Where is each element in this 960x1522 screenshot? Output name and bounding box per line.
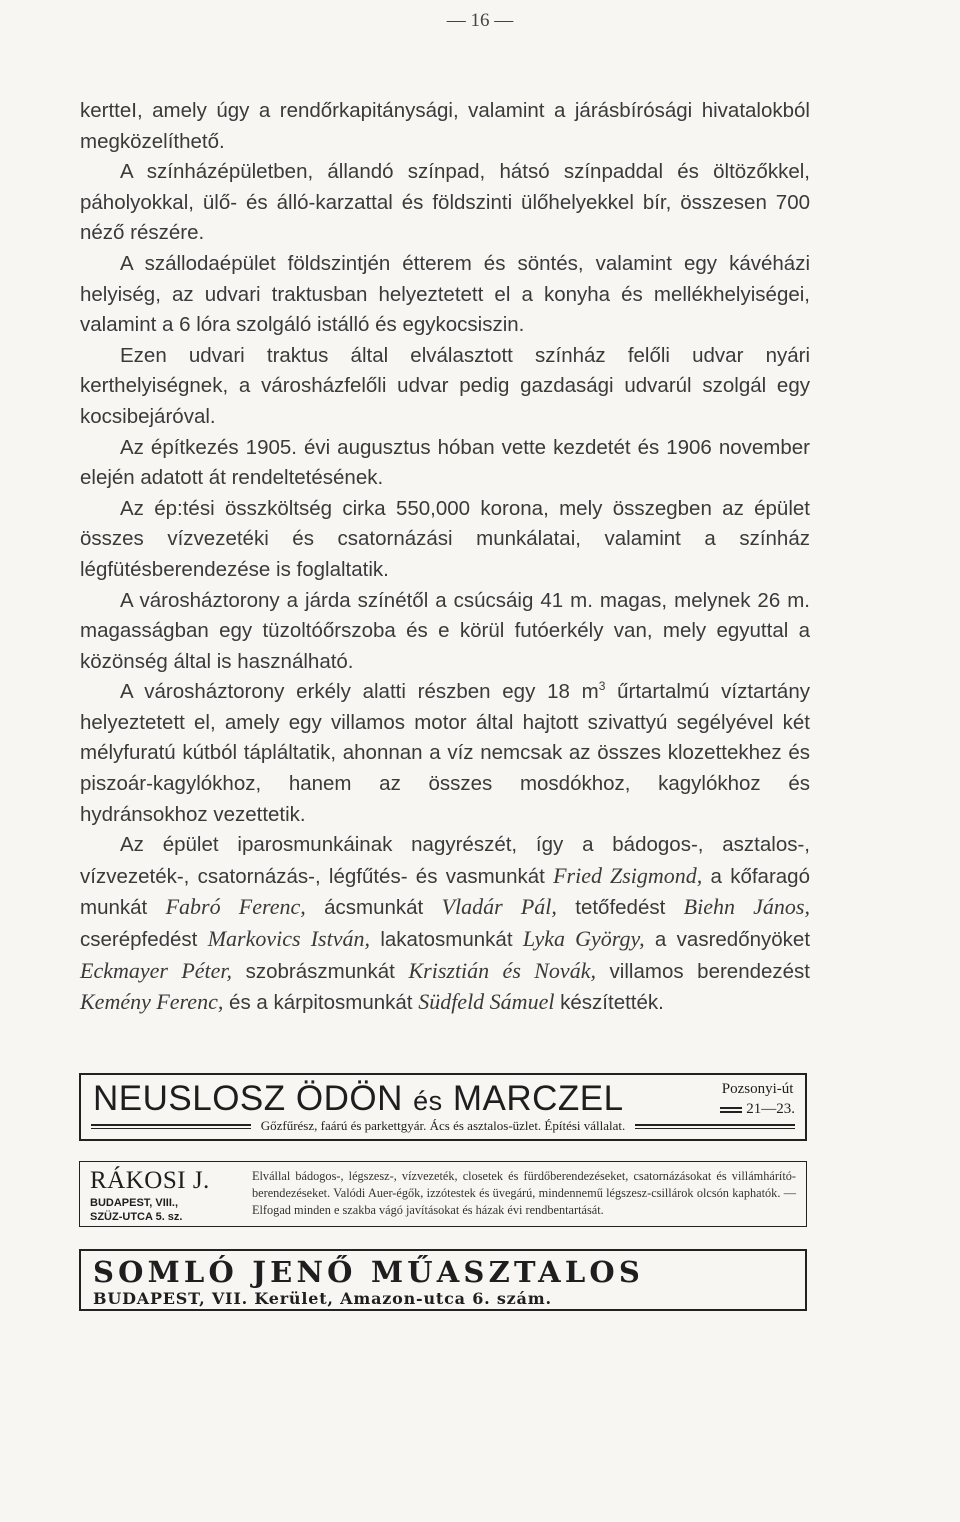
address-street: Pozsonyi-út <box>721 1081 794 1097</box>
divider <box>635 1124 795 1129</box>
title-part: MARCZEL <box>442 1079 624 1118</box>
contractor-name: Vladár Pál, <box>441 894 557 920</box>
text-run: és a kárpitosmunkát <box>223 991 419 1015</box>
ad-somlo-address: BUDAPEST, VII. Kerület, Amazon-utca 6. szám. <box>93 1289 552 1308</box>
paragraph-2: A színházépületben, állandó színpad, hátsó színpaddal és öltözőkkel, páholyokkal, ülő- és álló-karzattal és földszinti ülőhelyekkel bír, összesen 700 néző részére. <box>80 160 810 245</box>
ad-rakosi-city: BUDAPEST, VIII., <box>90 1197 179 1209</box>
ad-rakosi-name: RÁKOSI J. <box>90 1167 210 1194</box>
subtitle-text: Gőzfűrész, faárú és parkettgyár. Ács és asztalos-üzlet. Építési vállalat. <box>260 1118 626 1133</box>
paragraph-6: Az ép:tési összköltség cirka 550,000 korona, mely összegben az épület összes vízvezetéki és csatornázási munkálatai, valamint a színház légfütésberendezése is foglaltatik. <box>80 496 810 581</box>
divider <box>91 1124 251 1129</box>
contractor-name: Fabró Ferenc, <box>165 894 306 920</box>
ad-neuslosz-address <box>720 1079 795 1119</box>
contractor-name: Krisztián és Novák, <box>408 957 596 983</box>
paragraph-9 <box>80 830 810 1019</box>
body-text <box>80 96 810 1019</box>
text-run: cserépfedést <box>80 928 208 952</box>
ad-neuslosz-title <box>93 1079 624 1119</box>
paragraph-5: Az építkezés 1905. évi augusztus hóban vette kezdetét és 1906 november elején adatott át rendeltetésének. <box>80 435 810 490</box>
text-run: Az épület iparosmunkáinak nagyrészét, így a bádogos-, asztalos-, vízvezeték-, csatornázás-, légfűtés- és vasmunkát <box>80 833 810 888</box>
ad-rakosi <box>79 1161 807 1227</box>
text-run: tetőfedést <box>556 896 684 920</box>
title-part: és <box>413 1086 443 1116</box>
ad-somlo-title: SOMLÓ JENŐ MŰASZTALOS <box>93 1255 645 1289</box>
ad-somlo <box>79 1249 807 1311</box>
paragraph-8-part-a: A városháztorony erkély alatti részben egy 18 m <box>120 680 599 704</box>
contractor-name: Kemény Ferenc, <box>80 989 224 1015</box>
text-run: a kőfaragó munkát <box>80 864 810 920</box>
text-run: lakatosmunkát <box>370 928 523 952</box>
double-rule-icon <box>720 1107 742 1113</box>
contractor-name: Lyka György, <box>522 926 645 952</box>
paragraph-1: kertteI, amely úgy a rendőrkapitánysági, valamint a járásbírósági hivatalokból megközelíthető. <box>80 99 810 153</box>
ad-rakosi-text: Elvállal bádogos-, légszesz-, vízvezeték, closetek és fürdőberendezéseket, csatornázásokat és villámhárító-berendezéseket. Valódi Auer-égők, izzótestek és üvegárú, mindennemű légszesz-csillárok olcsón kaphatók. — Elfogad minden e szakba vágó javításokat és házak évi rendbentartását. <box>252 1169 796 1217</box>
contractor-name: Eckmayer Péter, <box>80 957 233 983</box>
contractor-name: Südfeld Sámuel <box>418 989 555 1015</box>
address-number-row <box>720 1099 795 1119</box>
text-run: ácsmunkát <box>305 896 442 920</box>
contractor-name: Fried Zsigmond, <box>553 862 703 888</box>
text-run: készítették. <box>554 991 664 1015</box>
text-run: szobrászmunkát <box>232 959 409 983</box>
paragraph-4: Ezen udvari traktus által elválasztott színház felőli udvar nyári kerthelyiségnek, a városházfelőli udvar pedig gazdasági udvarúl szolgál egy kocsibejáróval. <box>80 343 810 428</box>
cubic-superscript: 3 <box>598 679 606 694</box>
contractor-name: Markovics István, <box>207 926 370 952</box>
text-run: a vasredőnyöket <box>644 928 811 952</box>
contractor-name: Biehn János, <box>683 894 810 920</box>
text-run: villamos berendezést <box>595 959 811 983</box>
paragraph-3: A szállodaépület földszintjén étterem és söntés, valamint egy kávéházi helyiség, az udvari traktusban helyeztetett el a konyha és mellékhelyiségei, valamint a 6 lóra szolgáló istálló és egykocsiszin. <box>80 251 810 337</box>
paragraph-7: A városháztorony a járda színétől a csúcsáig 41 m. magas, melynek 26 m. magasságban egy tüzoltóőrszoba és e körül futóerkély van, mely egyuttal a közönség által is használható. <box>80 588 810 673</box>
title-part: NEUSLOSZ ÖDÖN <box>93 1079 414 1118</box>
ad-neuslosz <box>79 1073 807 1141</box>
page-number: — 16 — <box>446 10 514 31</box>
ad-rakosi-street: SZÜZ-UTCA 5. sz. <box>90 1211 183 1223</box>
paragraph-8-part-b: űrtartalmú víztartány helyeztetett el, amely egy villamos motor által hajtott szivattyú segélyével két mélyfuratú kútból tápláltatik, ahonnan a víz nemcsak az összes klozettekhez és piszoár-kagylókhoz, hanem az összes mosdókhoz, kagylókhoz és hydránsokhoz vezettetik. <box>80 680 810 826</box>
ad-rakosi-header <box>90 1166 250 1224</box>
address-number: 21—23. <box>746 1101 795 1117</box>
ad-neuslosz-subtitle <box>91 1118 795 1134</box>
paragraph-8 <box>80 677 810 830</box>
